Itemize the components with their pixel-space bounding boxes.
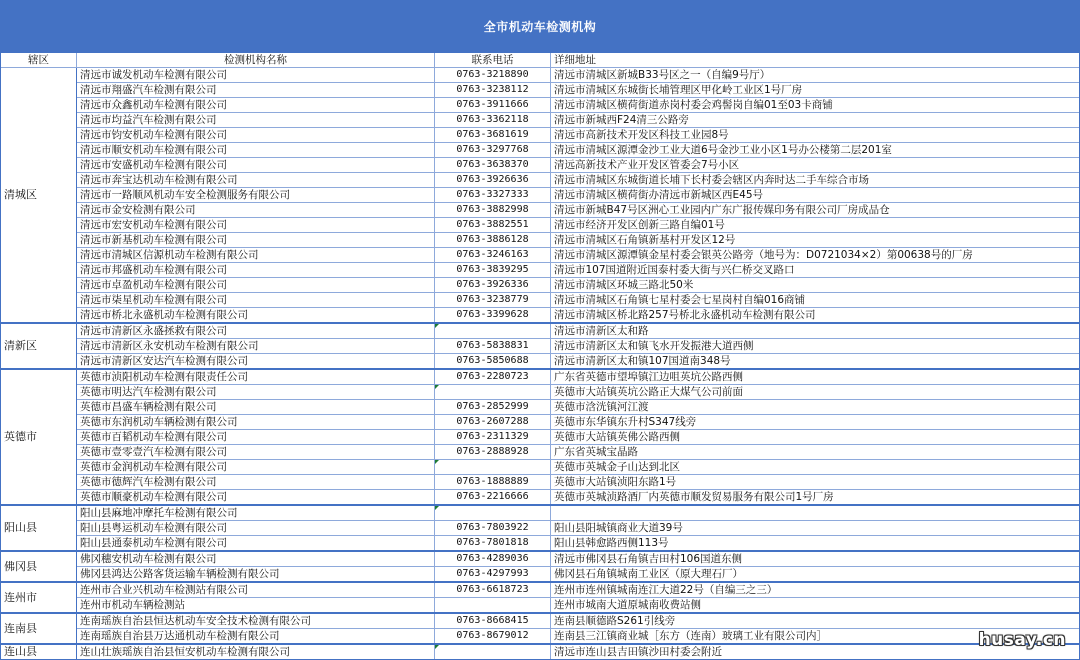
phone-text: 0763-1888889 xyxy=(456,476,529,487)
table-row xyxy=(1,203,1080,218)
cell-comment-indicator-icon xyxy=(435,324,439,328)
table-row xyxy=(1,505,1080,521)
address-cell[interactable]: 清远市清城区横荷街办清远市新城区西E45号 xyxy=(551,188,1080,203)
phone-text: 0763-7803922 xyxy=(456,522,529,533)
table-row xyxy=(1,644,1080,660)
phone-text: 0763-3399628 xyxy=(456,309,529,320)
table-row xyxy=(1,598,1080,614)
agency-name-cell[interactable]: 清远市诚发机动车检测有限公司 xyxy=(77,68,435,83)
agency-name-cell[interactable]: 清远市清新区永安机动车检测有限公司 xyxy=(77,339,435,354)
phone-text: 0763-3911666 xyxy=(456,99,529,110)
agency-name-cell[interactable]: 英德市金润机动车检测有限公司 xyxy=(77,460,435,475)
table-row xyxy=(1,233,1080,248)
phone-cell[interactable] xyxy=(435,293,551,308)
table-row xyxy=(1,582,1080,598)
address-cell[interactable]: 清远高新技术产业开发区管委会7号小区 xyxy=(551,158,1080,173)
address-cell[interactable]: 英德市浛洸镇河江渡 xyxy=(551,400,1080,415)
address-cell[interactable]: 广东省英德市望埠镇江边咀英坑公路西侧 xyxy=(551,369,1080,385)
phone-cell[interactable] xyxy=(435,445,551,460)
agency-name-cell[interactable]: 佛冈穗安机动车检测有限公司 xyxy=(77,551,435,567)
table-row xyxy=(1,113,1080,128)
phone-cell[interactable] xyxy=(435,490,551,506)
address-cell[interactable]: 英德市英城浈路酒厂内英德市顺发贸易服务有限公司1号厂房 xyxy=(551,490,1080,506)
agency-name-cell[interactable]: 英德市东润机动车辆检测有限公司 xyxy=(77,415,435,430)
phone-cell[interactable] xyxy=(435,505,551,521)
address-cell[interactable]: 清远市清城区石角镇新基村开发区12号 xyxy=(551,233,1080,248)
table-row xyxy=(1,400,1080,415)
agency-name-cell[interactable]: 连州市机动车辆检测站 xyxy=(77,598,435,614)
address-cell[interactable]: 英德市大站镇浈阳东路1号 xyxy=(551,475,1080,490)
cell-comment-indicator-icon xyxy=(435,645,439,649)
table-row xyxy=(1,339,1080,354)
phone-cell[interactable] xyxy=(435,536,551,552)
phone-text: 0763-2607288 xyxy=(456,416,529,427)
table-row xyxy=(1,415,1080,430)
cell-comment-indicator-icon xyxy=(435,460,439,464)
district-cell[interactable]: 阳山县 xyxy=(1,505,77,551)
phone-cell[interactable] xyxy=(435,644,551,660)
agency-name-cell[interactable]: 英德市德辉汽车检测有限公司 xyxy=(77,475,435,490)
phone-cell[interactable] xyxy=(435,369,551,385)
table-row xyxy=(1,551,1080,567)
phone-cell[interactable] xyxy=(435,68,551,83)
address-cell[interactable]: 佛冈县石角镇城南工业区（原大理石厂） xyxy=(551,567,1080,583)
agency-name-cell[interactable]: 清远市柒星机动车检测有限公司 xyxy=(77,293,435,308)
phone-text: 0763-6618723 xyxy=(456,584,529,595)
phone-cell[interactable] xyxy=(435,460,551,475)
address-cell[interactable]: 连州市城南大道原城南收费站侧 xyxy=(551,598,1080,614)
column-header-address[interactable]: 详细地址 xyxy=(551,53,1080,68)
agency-name-cell[interactable]: 清远市卓盈机动车检测有限公司 xyxy=(77,278,435,293)
phone-text: 0763-2216666 xyxy=(456,491,529,502)
address-cell[interactable]: 清远市高新技术开发区科技工业园8号 xyxy=(551,128,1080,143)
address-cell[interactable]: 清远市清城区源潭镇金星村委会银英公路旁（地号为：D0721034×2）第00638号的厂房 xyxy=(551,248,1080,263)
phone-text: 0763-3327333 xyxy=(456,189,529,200)
table-row xyxy=(1,188,1080,203)
agency-name-cell[interactable]: 清远市众鑫机动车检测有限公司 xyxy=(77,98,435,113)
table-row xyxy=(1,521,1080,536)
phone-text: 0763-2852999 xyxy=(456,401,529,412)
table-row xyxy=(1,278,1080,293)
address-cell[interactable]: 清远市清城区桥北路257号桥北永盛机动车检测有限公司 xyxy=(551,308,1080,324)
phone-cell[interactable] xyxy=(435,308,551,324)
phone-cell[interactable] xyxy=(435,158,551,173)
phone-cell[interactable] xyxy=(435,113,551,128)
agency-name-cell[interactable]: 英德市百韬机动车检测有限公司 xyxy=(77,430,435,445)
phone-cell[interactable] xyxy=(435,339,551,354)
column-header-name[interactable]: 检测机构名称 xyxy=(77,53,435,68)
agency-name-cell[interactable]: 英德市壹零壹汽车检测有限公司 xyxy=(77,445,435,460)
phone-cell[interactable] xyxy=(435,567,551,583)
agency-name-cell[interactable]: 连南瑶族自治县恒达机动车安全技术检测有限公司 xyxy=(77,613,435,629)
agency-name-cell[interactable]: 清远市奔宝达机动车检测有限公司 xyxy=(77,173,435,188)
address-cell[interactable]: 英德市东华镇东升村S347线旁 xyxy=(551,415,1080,430)
phone-cell[interactable] xyxy=(435,278,551,293)
phone-cell[interactable] xyxy=(435,83,551,98)
table-row xyxy=(1,248,1080,263)
table-body xyxy=(1,68,1080,660)
phone-cell[interactable] xyxy=(435,521,551,536)
header-row xyxy=(1,53,1080,68)
district-cell[interactable]: 佛冈县 xyxy=(1,551,77,582)
district-cell[interactable]: 连州市 xyxy=(1,582,77,613)
phone-text: 0763-5838831 xyxy=(456,340,529,351)
agency-name-cell[interactable]: 清远市清新区永盛拯救有限公司 xyxy=(77,323,435,339)
address-cell[interactable]: 清远市107国道附近国泰村委大街与兴仁桥交叉路口 xyxy=(551,263,1080,278)
sheet-title: 全市机动车检测机构 xyxy=(0,0,1080,52)
district-cell[interactable]: 连南县 xyxy=(1,613,77,644)
table-row xyxy=(1,218,1080,233)
phone-text: 0763-3238779 xyxy=(456,294,529,305)
table-row xyxy=(1,475,1080,490)
agency-name-cell[interactable]: 清远市金安检测有限公司 xyxy=(77,203,435,218)
table-row xyxy=(1,567,1080,583)
phone-text: 0763-8679012 xyxy=(456,630,529,641)
agency-name-cell[interactable]: 连南瑶族自治县万达通机动车检测有限公司 xyxy=(77,629,435,645)
address-cell[interactable]: 清远市清城区东城街道长埔下长村委会辖区内奔时达二手车综合市场 xyxy=(551,173,1080,188)
table-row xyxy=(1,490,1080,506)
address-cell[interactable]: 清远市清城区新城B33号区之一（自编9号厅） xyxy=(551,68,1080,83)
address-cell[interactable]: 清远市清新区太和镇飞水开发振港大道西侧 xyxy=(551,339,1080,354)
agency-name-cell[interactable]: 清远市安盛机动车检测有限公司 xyxy=(77,158,435,173)
phone-cell[interactable] xyxy=(435,188,551,203)
phone-text: 0763-3238112 xyxy=(456,84,529,95)
agency-name-cell[interactable]: 英德市昌盛车辆检测有限公司 xyxy=(77,400,435,415)
address-cell[interactable]: 清远市清城区东城街长埔管理区甲化岭工业区1号厂房 xyxy=(551,83,1080,98)
district-cell[interactable]: 清城区 xyxy=(1,68,77,324)
table-row xyxy=(1,613,1080,629)
column-header-phone[interactable]: 联系电话 xyxy=(435,53,551,68)
address-cell[interactable] xyxy=(551,505,1080,521)
phone-text: 0763-3297768 xyxy=(456,144,529,155)
agency-name-cell[interactable]: 阳山县通泰机动车检测有限公司 xyxy=(77,536,435,552)
phone-text: 0763-2280723 xyxy=(456,371,529,382)
agency-name-cell[interactable]: 英德市明达汽车检测有限公司 xyxy=(77,385,435,400)
agency-name-cell[interactable]: 清远市桥北永盛机动车检测有限公司 xyxy=(77,308,435,324)
phone-text: 0763-3218890 xyxy=(456,69,529,80)
table-row xyxy=(1,83,1080,98)
phone-text: 0763-3886128 xyxy=(456,234,529,245)
agency-name-cell[interactable]: 清远市新基机动车检测有限公司 xyxy=(77,233,435,248)
address-cell[interactable]: 清远市清城区横荷街道赤岗村委会鸡髻岗自编01至03卡商铺 xyxy=(551,98,1080,113)
phone-text: 0763-3638370 xyxy=(456,159,529,170)
phone-cell[interactable] xyxy=(435,128,551,143)
table-row xyxy=(1,308,1080,324)
phone-text: 0763-4289036 xyxy=(456,553,529,564)
address-cell[interactable]: 清远市连山县吉田镇沙田村委会附近 xyxy=(551,644,1080,660)
address-cell[interactable]: 英德市英城金子山达到北区 xyxy=(551,460,1080,475)
table-row xyxy=(1,369,1080,385)
phone-text: 0763-3926636 xyxy=(456,174,529,185)
phone-text: 0763-2888928 xyxy=(456,446,529,457)
column-header-district[interactable]: 辖区 xyxy=(1,53,77,68)
table-row xyxy=(1,263,1080,278)
table-row xyxy=(1,143,1080,158)
table-row xyxy=(1,354,1080,370)
agency-name-cell[interactable]: 清远市清城区信源机动车检测有限公司 xyxy=(77,248,435,263)
district-cell[interactable]: 英德市 xyxy=(1,369,77,505)
district-cell[interactable]: 清新区 xyxy=(1,323,77,369)
table-row xyxy=(1,445,1080,460)
address-cell[interactable]: 清远市清城区环城三路北50米 xyxy=(551,278,1080,293)
phone-cell[interactable] xyxy=(435,475,551,490)
table-row xyxy=(1,536,1080,552)
table-row xyxy=(1,385,1080,400)
address-cell[interactable]: 清远市佛冈县石角镇吉田村106国道东侧 xyxy=(551,551,1080,567)
phone-text: 0763-3882998 xyxy=(456,204,529,215)
phone-cell[interactable] xyxy=(435,248,551,263)
phone-cell[interactable] xyxy=(435,203,551,218)
phone-cell[interactable] xyxy=(435,551,551,567)
address-cell[interactable]: 广东省英城宝晶路 xyxy=(551,445,1080,460)
address-cell[interactable]: 英德市大站镇英佛公路西侧 xyxy=(551,430,1080,445)
address-cell[interactable]: 清远市经济开发区创新三路自编01号 xyxy=(551,218,1080,233)
agency-name-cell[interactable]: 阳山县麻地冲摩托车检测有限公司 xyxy=(77,505,435,521)
agency-name-cell[interactable]: 清远市均益汽车检测有限公司 xyxy=(77,113,435,128)
agency-name-cell[interactable]: 阳山县粤运机动车检测有限公司 xyxy=(77,521,435,536)
address-cell[interactable]: 连南县三江镇商业城［东方（连南）玻璃工业有限公司内］ xyxy=(551,629,1080,645)
district-cell[interactable]: 连山县 xyxy=(1,644,77,660)
phone-text: 0763-2311329 xyxy=(456,431,529,442)
address-cell[interactable]: 连州市连州镇城南连江大道22号（自编三之三） xyxy=(551,582,1080,598)
phone-text: 0763-3681619 xyxy=(456,129,529,140)
address-cell[interactable]: 清远市新城B47号区洲心工业园内广东广报传媒印务有限公司厂房成品仓 xyxy=(551,203,1080,218)
phone-cell[interactable] xyxy=(435,400,551,415)
phone-cell[interactable] xyxy=(435,598,551,614)
address-cell[interactable]: 阳山县韩愈路西侧113号 xyxy=(551,536,1080,552)
agency-name-cell[interactable]: 清远市清新区安达汽车检测有限公司 xyxy=(77,354,435,370)
agency-name-cell[interactable]: 清远市一路顺风机动车安全检测服务有限公司 xyxy=(77,188,435,203)
phone-text: 0763-8668415 xyxy=(456,615,529,626)
phone-cell[interactable] xyxy=(435,233,551,248)
agency-name-cell[interactable]: 连州市合业兴机动车检测站有限公司 xyxy=(77,582,435,598)
inspection-agencies-table xyxy=(0,52,1080,660)
phone-text: 0763-4297993 xyxy=(456,568,529,579)
cell-comment-indicator-icon xyxy=(435,506,439,510)
table-row xyxy=(1,629,1080,645)
phone-cell[interactable] xyxy=(435,385,551,400)
phone-cell[interactable] xyxy=(435,354,551,370)
agency-name-cell[interactable]: 清远市邦盛机动车检测有限公司 xyxy=(77,263,435,278)
phone-cell[interactable] xyxy=(435,98,551,113)
address-cell[interactable]: 清远市清新区太和镇107国道南348号 xyxy=(551,354,1080,370)
agency-name-cell[interactable]: 清远市钧安机动车检测有限公司 xyxy=(77,128,435,143)
table-row xyxy=(1,98,1080,113)
phone-cell[interactable] xyxy=(435,629,551,645)
phone-cell[interactable] xyxy=(435,263,551,278)
phone-cell[interactable] xyxy=(435,323,551,339)
table-row xyxy=(1,173,1080,188)
table-row xyxy=(1,158,1080,173)
watermark: husay.cn xyxy=(978,630,1066,650)
address-cell[interactable]: 阳山县阳城镇商业大道39号 xyxy=(551,521,1080,536)
table-row xyxy=(1,430,1080,445)
phone-cell[interactable] xyxy=(435,143,551,158)
address-cell[interactable]: 英德市大站镇英坑公路正大煤气公司前面 xyxy=(551,385,1080,400)
address-cell[interactable]: 清远市清城区石角镇七星村委会七星岗村自编016商铺 xyxy=(551,293,1080,308)
phone-text: 0763-3246163 xyxy=(456,249,529,260)
phone-cell[interactable] xyxy=(435,218,551,233)
phone-text: 0763-3362118 xyxy=(456,114,529,125)
agency-name-cell[interactable]: 英德市顺豪机动车检测有限公司 xyxy=(77,490,435,506)
phone-cell[interactable] xyxy=(435,415,551,430)
agency-name-cell[interactable]: 清远市宏安机动车检测有限公司 xyxy=(77,218,435,233)
phone-text: 0763-5850688 xyxy=(456,355,529,366)
address-cell[interactable]: 清远市新城西F24清三公路旁 xyxy=(551,113,1080,128)
agency-name-cell[interactable]: 连山壮族瑶族自治县恒安机动车检测有限公司 xyxy=(77,644,435,660)
cell-comment-indicator-icon xyxy=(435,385,439,389)
phone-cell[interactable] xyxy=(435,173,551,188)
table-row xyxy=(1,323,1080,339)
agency-name-cell[interactable]: 清远市翔盛汽车检测有限公司 xyxy=(77,83,435,98)
phone-cell[interactable] xyxy=(435,582,551,598)
phone-text: 0763-7801818 xyxy=(456,537,529,548)
table-row xyxy=(1,293,1080,308)
agency-name-cell[interactable]: 英德市浈阳机动车检测有限责任公司 xyxy=(77,369,435,385)
table-row xyxy=(1,128,1080,143)
phone-text: 0763-3926336 xyxy=(456,279,529,290)
table-row xyxy=(1,68,1080,83)
phone-cell[interactable] xyxy=(435,430,551,445)
phone-text: 0763-3882551 xyxy=(456,219,529,230)
phone-cell[interactable] xyxy=(435,613,551,629)
agency-name-cell[interactable]: 佛冈县鸿达公路客货运输车辆检测有限公司 xyxy=(77,567,435,583)
address-cell[interactable]: 清远市清新区太和路 xyxy=(551,323,1080,339)
phone-text: 0763-3839295 xyxy=(456,264,529,275)
agency-name-cell[interactable]: 清远市顺安机动车检测有限公司 xyxy=(77,143,435,158)
address-cell[interactable]: 清远市清城区源潭金沙工业大道6号金沙工业小区1号办公楼第二层201室 xyxy=(551,143,1080,158)
address-cell[interactable]: 连南县顺德路S261引线旁 xyxy=(551,613,1080,629)
table-row xyxy=(1,460,1080,475)
